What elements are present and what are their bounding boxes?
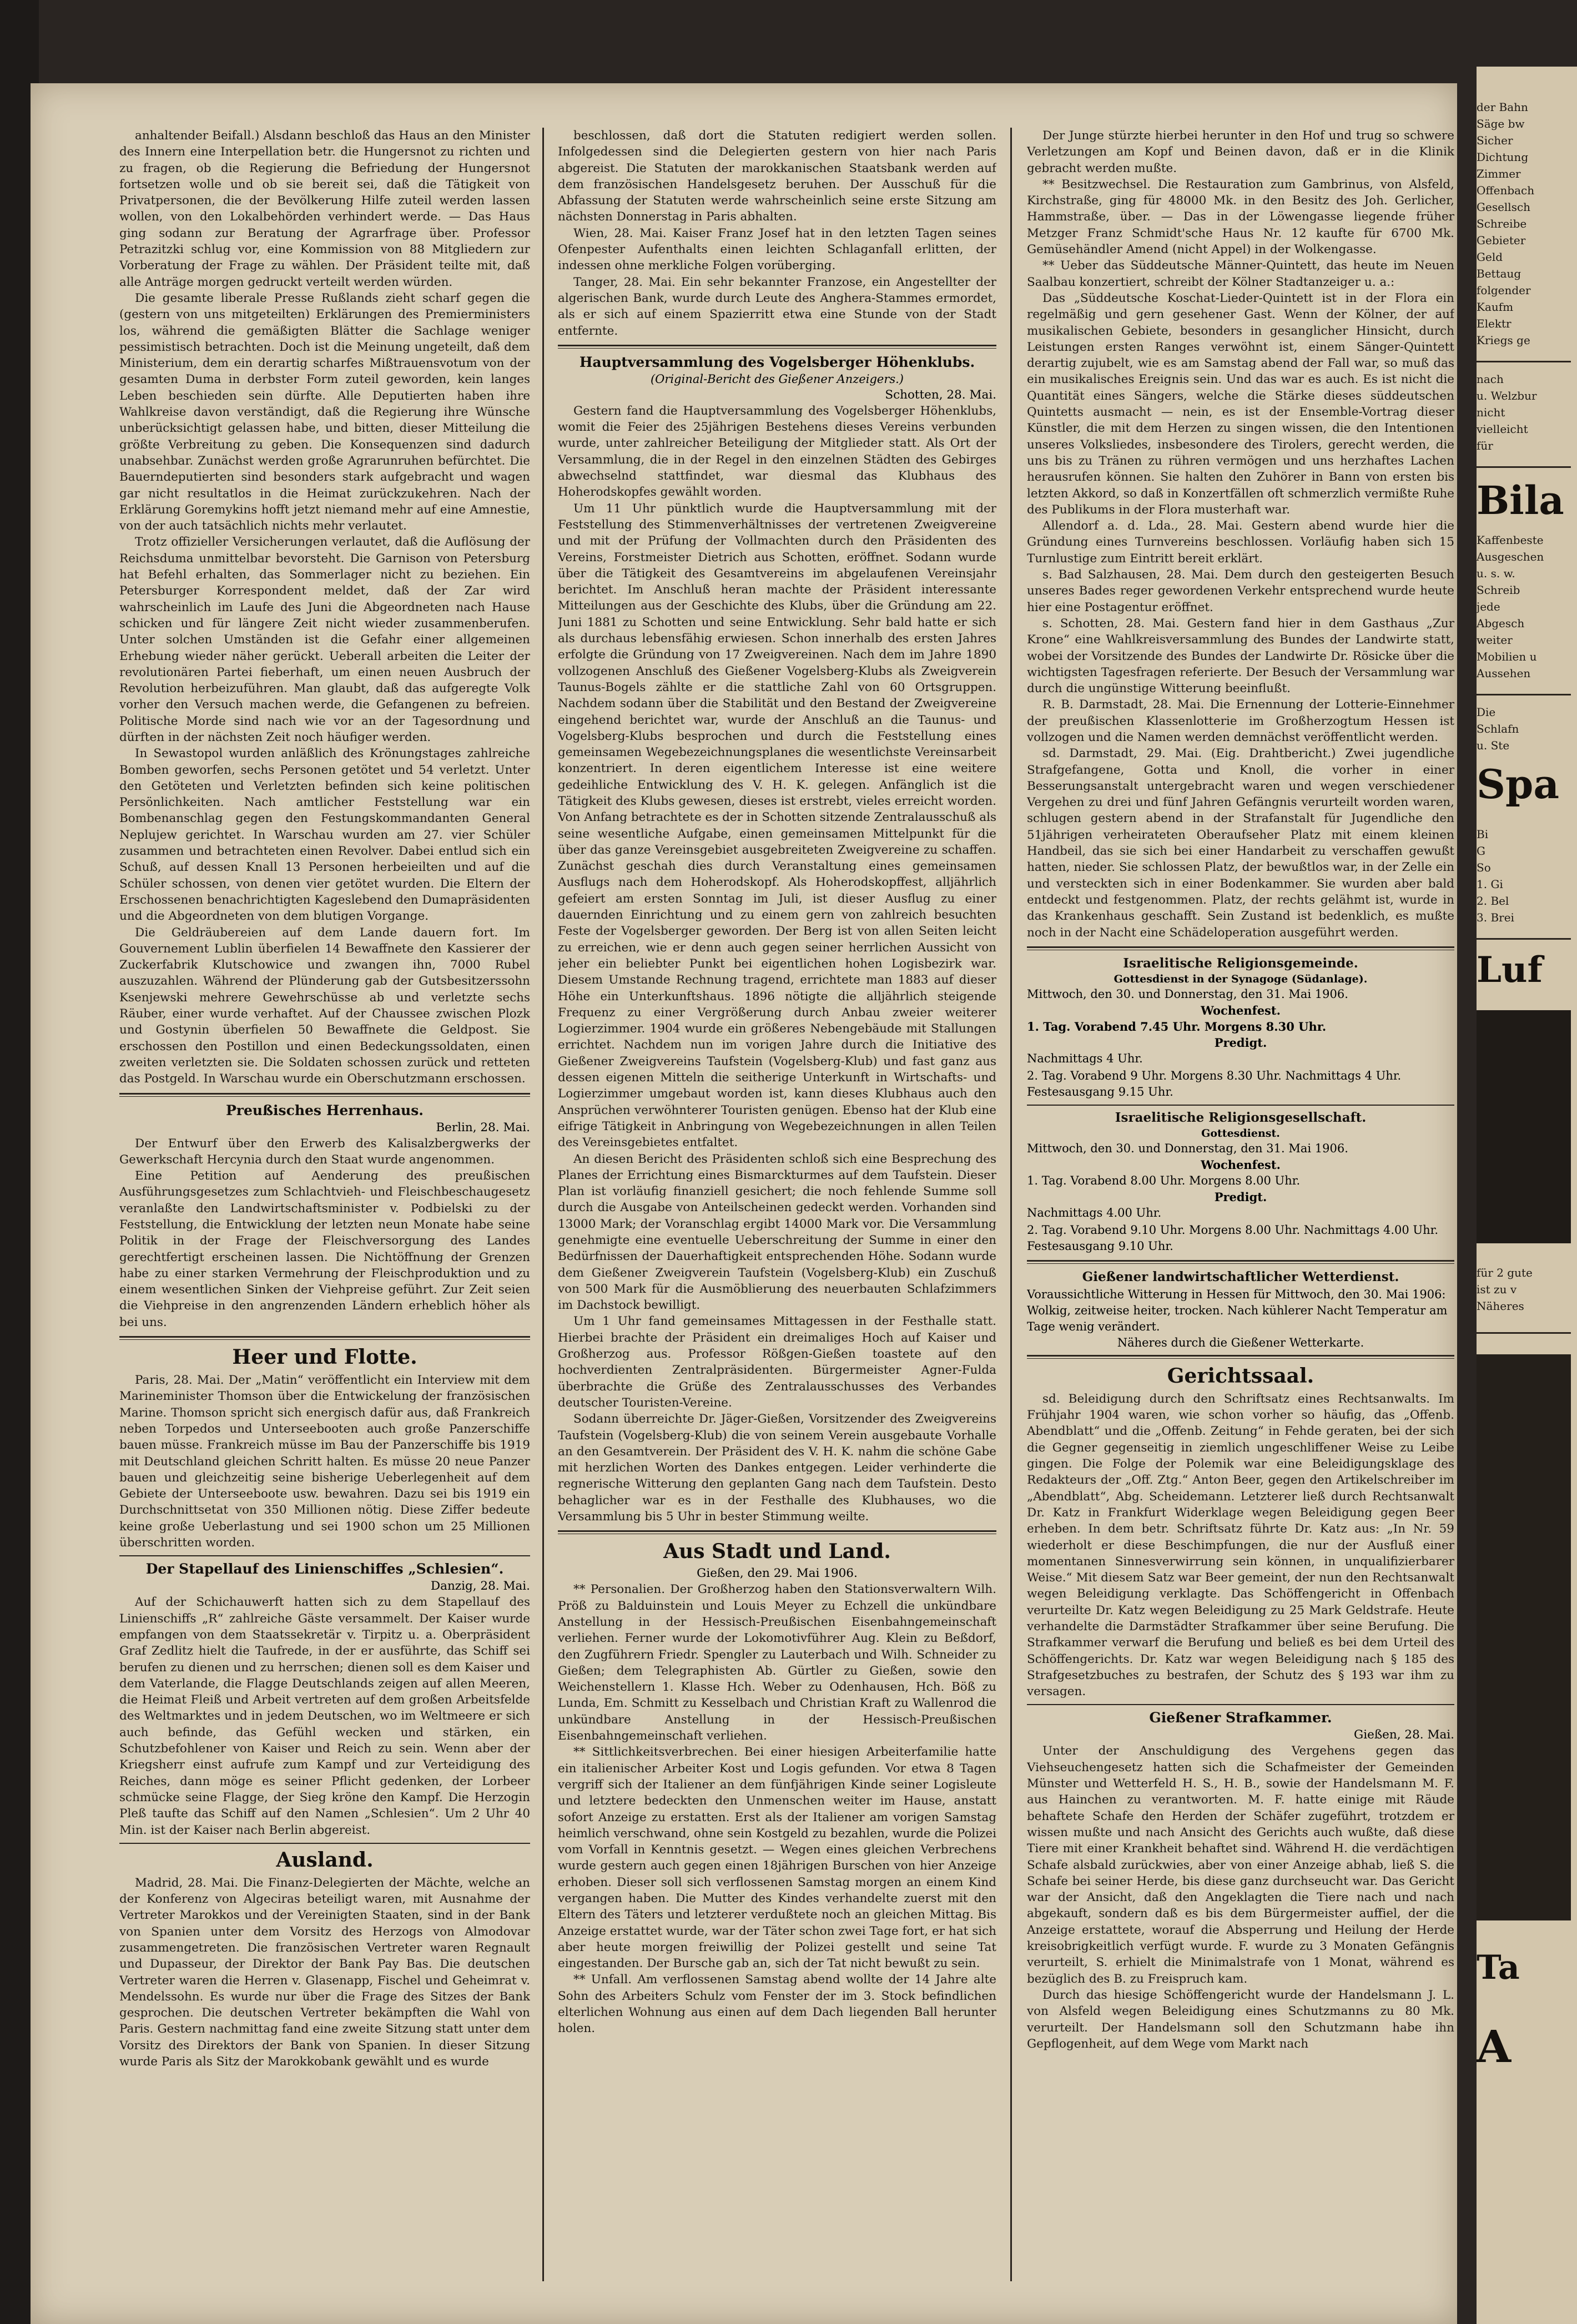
- adjacent-line: Bettaug: [1477, 267, 1521, 280]
- adjacent-line: Kaufm: [1477, 300, 1514, 314]
- notice-line: 2. Tag. Vorabend 9 Uhr. Morgens 8.30 Uhr. Nachmittags 4 Uhr. Festesausgang 9.15 Uhr.: [1027, 1068, 1402, 1098]
- adjacent-line: Schreibe: [1477, 217, 1527, 230]
- heading-stadt-land: Aus Stadt und Land.: [663, 1540, 891, 1564]
- adjacent-line: ist zu v: [1477, 1283, 1517, 1296]
- adjacent-line: Aussehen: [1477, 667, 1531, 680]
- adjacent-line: für: [1477, 439, 1493, 452]
- adjacent-line: So: [1477, 861, 1491, 874]
- column-rule: [1010, 128, 1012, 2281]
- adjacent-line: 2. Bel: [1477, 894, 1509, 908]
- heading-ausland: Ausland.: [276, 1848, 374, 1872]
- adjacent-line: 3. Brei: [1477, 911, 1514, 924]
- article-vogelsberger: [558, 403, 996, 1525]
- adjacent-headline: Luf: [1477, 949, 1543, 991]
- notice-religionsgesellschaft: [1027, 1110, 1454, 1254]
- paragraph: Madrid, 28. Mai. Die Finanz-Delegierten der Mächte, welche an der Konferenz von Algeciras beteiligt waren, mit Ausnahme der Vertreter Marokkos und der Vereinigten Staaten, sind in der Bank von Spanien unter dem Vorsitz des Herzogs von Almodovar zusammengetreten. Die französischen Vertreter waren Regnault und Dupasseur, der Direktor der Bank Pay Bas. Die deutschen Vertreter waren die Herren v. Glasenapp, Fischel und Geheimrat v. Mendelssohn. Es wurde nur über die Frage des Sitzes der Bank gesprochen. Die deutschen Vertreter bekämpften die Wahl von Paris. Gestern nachmittag fand eine zweite Sitzung statt unter dem Vorsitz des Direktors der Bank von Spanien. In dieser Sitzung wurde Paris als Sitz der Marokkobank gewählt und es wurde: [119, 1876, 530, 2069]
- dateline: Danzig, 28. Mai.: [430, 1579, 530, 1594]
- paragraph: Um 11 Uhr pünktlich wurde die Hauptversammlung mit der Feststellung des Stimmenverhältnisses der vertretenen Zweigvereine und mit der Prüfung der Vollmachten durch den Präsidenten des Vereins, Forstmeister Dietrich aus Schotten, eröffnet. Sodann wurde über die Tätigkeit des Gesamtvereins im abgelaufenen Vereinsjahr berichtet. Im Anschluß heran machte der Präsident interessante Mitteilungen aus der Geschichte des Klubs, über die Gründung am 22. Juni 1881 zu Schotten und seine Entwicklung. Sehr bald hatte er sich als durchaus lebensfähig erwiesen. Schon innerhalb des ersten Jahres erfolgte die Gründung von 17 Zweigvereinen. Nach dem im Jahre 1890 vollzogenen Anschluß des Gießener Vogelsberg-Klubs als Zweigverein Taunus-Bogels zählte er die stattliche Zahl von 60 Ortsgruppen. Nachdem sodann über die Stabilität und den Bestand der Zweigvereine eingehend berichtet war, wurde der Anschluß an die Taunus- und Vogelsberg-Klubs besprochen und durch die Feststellung eines gemeinsamen Wegebezeichnungsplanes die wesentlichste Vereinsarbeit konzentriert. In deren eigentlichem Interesse ist eine weitere gedeihliche Entwicklung des V. H. K. gelegen. Anfänglich ist die Tätigkeit des Klubs gewesen, dieses ist erstrebt, vieles erreicht worden. Von Anfang betrachtete es der in Schotten sitzende Zentralausschuß als seine wesentliche Aufgabe, einen gemeinsamen Mittelpunkt für die über das ganze Vereinsgebiet ausgebreiteten Zweigvereine zu schaffen. Zunächst geschah dies durch Veranstaltung eines gemeinsamen Ausflugs nach dem Hoherodskopf. Als Hoherodskopffest, alljährlich gefeiert am ersten Sonntag im Juli, ist dieser Ausflug zu einer dauernden Einrichtung und zu einem gern von zahlreich besuchten Feste der Vogelsberger geworden. Der Berg ist von allen Seiten leicht zu erreichen, wie er denn auch gegen seiner herrlichen Aussicht von jeher ein beliebter Punkt bei eigentlichen hohen Logisbezirk war. Diesem Umstande Rechnung tragend, errichtete man 1883 auf dieser Höhe ein Unterkunftshaus. 1896 nötigte die alljährlich steigende Frequenz zu einer Vergrößerung durch Anbau zweier weiterer Logierzimmer. 1904 wurde ein größeres Nebengebäude mit Stallungen errichtet. Nachdem nun im vorigen Jahre durch die Initiative des Gießener Zweigvereins Taufstein (Vogelsberg-Klub) und fast ganz aus dessen eigenen Mitteln die seitherige Unterkunft in Wirtschafts- und Logierzimmer umgebaut worden ist, kann dieses Klubhaus auch den Ansprüchen verwöhnterer Touristen genügen. Ebenso hat der Klub eine eifrige Tätigkeit in Anbringung von Wegebezeichnungen in allen Teilen des Vereinsgebietes entfaltet.: [558, 501, 996, 1150]
- adjacent-line: Kriegs ge: [1477, 334, 1530, 347]
- dateline: Gießen, 28. Mai.: [1354, 1728, 1454, 1742]
- adjacent-line: Geld: [1477, 250, 1503, 264]
- article-strafkammer: [1027, 1743, 1454, 2052]
- adjacent-line: Näheres: [1477, 1299, 1524, 1313]
- adjacent-line: jede: [1477, 600, 1500, 613]
- article-ausland: [119, 1875, 530, 2070]
- notice-line: Wochenfest.: [1201, 1157, 1281, 1172]
- paragraph: s. Bad Salzhausen, 28. Mai. Dem durch den gesteigerten Besuch unseres Bades reger gewordenen Verkehr entsprechend wurde heute hier eine Postagentur eröffnet.: [1027, 568, 1454, 614]
- paragraph: ** Besitzwechsel. Die Restauration zum Gambrinus, von Alsfeld, Kirchstraße, ging für 48000 Mk. in den Besitz des Joh. Gerlicher, Hammstraße, über. — Das in der Löwengasse liegende früher Metzger Franz Schmidt'sche Haus Nr. 12 kaufte für 6700 Mk. Gemüsehändler Amend (nicht Appel) in der Wolkengasse.: [1027, 177, 1454, 257]
- notice-heading: Gießener landwirtschaftlicher Wetterdienst.: [1082, 1269, 1399, 1284]
- adjacent-line: Die: [1477, 705, 1496, 719]
- adjacent-rule: [1477, 361, 1571, 362]
- notice-line: Wochenfest.: [1201, 1003, 1281, 1017]
- adjacent-line: Sicher: [1477, 134, 1513, 147]
- notice-heading: Israelitische Religionsgemeinde.: [1123, 955, 1358, 971]
- adjacent-line: Bi: [1477, 828, 1489, 841]
- paragraph: In Sewastopol wurden anläßlich des Krönungstages zahlreiche Bomben geworfen, sechs Personen getötet und 54 verletzt. Unter den Getöteten und Verletzten befinden sich keine politischen Persönlichkeiten. Nach amtlicher Feststellung war ein Bombenanschlag gegen den Festungskommandanten General Neplujew gerichtet. In Warschau wurden am 27. vier Schüler zusammen und betrachteten einen Revolver. Dabei entlud sich ein Schuß, auf dessen Knall 13 Personen herbeieilten und auf die Schüler schossen, von denen vier getötet wurden. Die Eltern der Erschossenen benachrichtigten Kageslebend den Dumapräsidenten und die Abgeordneten von dem blutigen Vorgange.: [119, 747, 530, 924]
- notice-line: 1. Tag. Vorabend 7.45 Uhr. Morgens 8.30 Uhr.: [1027, 1019, 1327, 1034]
- paragraph: Eine Petition auf Aenderung des preußischen Ausführungsgesetzes zum Schlachtvieh- und Fleischbeschaugesetz veranlaßte den Landwirtschaftsminister v. Podbielski zu der Feststellung, die Entwicklung der letzten neun Monate habe seine Politik in der Frage der Fleischversorgung des Landes gerechtfertigt erscheinen lassen. Die Nichtöffnung der Grenzen habe zu einer starken Vermehrung der Fleischproduktion und zu einem wesentlichen Sinken der Viehpreise geführt. Zur Zeit seien die Viehpreise in den angrenzenden Ländern erheblich höher als bei uns.: [119, 1169, 530, 1329]
- notice-line: Nachmittags 4 Uhr.: [1027, 1051, 1143, 1065]
- adjacent-page-edge: [1477, 67, 1577, 2324]
- paragraph: Paris, 28. Mai. Der „Matin“ veröffentlicht ein Interview mit dem Marineminister Thomson über die Entwickelung der französischen Marine. Thomson spricht sich energisch dafür aus, daß Frankreich neben Torpedos und Unterseebooten auch große Panzerschiffe bauen müsse. Frankreich müsse im Bau der Panzerschiffe bis 1919 mit Deutschland gleichen Schritt halten. Es müsse 20 neue Panzer bauen und gleichzeitig seine bisherige Ueberlegenheit auf dem Gebiete der Unterseeboote usw. bewahren. Dazu sei bis 1919 ein Durchschnittsetat von 350 Millionen nötig. Diese Ziffer bedeute keine große Ueberlastung und sei 1900 schon um 25 Millionen überschritten worden.: [119, 1373, 530, 1550]
- adjacent-line: Kaffenbeste: [1477, 533, 1544, 547]
- section-divider: [1027, 1260, 1454, 1264]
- paragraph: ** Ueber das Süddeutsche Männer-Quintett, das heute im Neuen Saalbau konzertiert, schreibt der Kölner Stadtanzeiger u. a.:: [1027, 259, 1454, 289]
- adjacent-line: Elektr: [1477, 317, 1511, 330]
- notice-line: Predigt.: [1214, 1035, 1267, 1050]
- paragraph: ** Personalien. Der Großherzog haben den Stationsverwaltern Wilh. Pröß zu Balduinstein und Louis Meyer zu Echzell die unkündbare Anstellung in der Hessisch-Preußischen Eisenbahngemeinschaft verliehen. Ferner wurde der Lokomotivführer Aug. Klein zu Beßdorf, den Zugführern Friedr. Spengler zu Lauterbach und Wilh. Schneider zu Gießen; dem Telegraphisten Ab. Gürtler zu Gießen, sowie den Weichenstellern 1. Klasse Hch. Weber zu Odenhausen, Hch. Böß zu Lunda, Em. Schmitt zu Kesselbach und Christian Kraft zu Wallenrod die unkündbare Anstellung in der Hessisch-Preußischen Eisenbahngemeinschaft verliehen.: [558, 1582, 996, 1743]
- adjacent-line: nach: [1477, 372, 1504, 386]
- notice-line: Nachmittags 4.00 Uhr.: [1027, 1206, 1162, 1219]
- adjacent-line: Dichtung: [1477, 150, 1529, 164]
- adjacent-dark-ad: [1477, 1354, 1571, 1920]
- article-russia: [119, 128, 530, 1087]
- adjacent-line: Schreib: [1477, 583, 1520, 597]
- adjacent-line: Zimmer: [1477, 167, 1521, 180]
- notice-dates: Mittwoch, den 30. und Donnerstag, den 31. Mai 1906.: [1027, 1141, 1348, 1155]
- adjacent-line: Gebieter: [1477, 234, 1526, 247]
- paragraph: beschlossen, daß dort die Statuten redigiert werden sollen. Infolgedessen sind die Delegierten gestern von hier nach Paris abgereist. Die Statuten der marokkanischen Staatsbank werden auf dem französischen Handelsgesetz beruhen. Der Ausschuß für die Abfassung der Statuten werde wahrscheinlich seine erste Sitzung am nächsten Donnerstag in Paris abhalten.: [558, 129, 996, 224]
- section-divider: [119, 1843, 530, 1844]
- notice-subheading: Gottesdienst.: [1201, 1127, 1280, 1140]
- notice-religionsgemeinde: [1027, 956, 1454, 1100]
- heading-heer-flotte: Heer und Flotte.: [232, 1345, 417, 1369]
- column-rule: [542, 128, 544, 2281]
- paragraph: Unter der Anschuldigung des Vergehens gegen das Viehseuchengesetz hatten sich die Schafmeister der Gemeinden Münster und Wetterfeld H. S., H. B., sowie der Handelsmann M. F. aus Hainchen zu verantworten. M. F. hatte einige mit Räude behaftete Schafe den Herden der Schäfer zugeführt, trotzdem er wissen mußte und nach Ansicht des Gerichts auch wußte, daß diese Tiere mit einer Krankheit behaftet sind. Während H. die verdächtigen Schafe alsbald zurückwies, aber von einer Anzeige abhab, ließ S. die Schafe bei seiner Herde, bis diese ganz durchseucht war. Das Gericht war der Ansicht, daß den Angeklagten die Tiere nach und nach abgekauft, sondern daß es bis dem Bürgermeister auffiel, der die Anzeige erstattete, worauf die Absperrung und Heilung der Herde kreisobrigkeitlich verfügt wurde. F. wurde zu 3 Monaten Gefängnis verurteilt, S. erhielt die Minimalstrafe von 1 Monat, während es bezüglich des B. zu Freispruch kam.: [1027, 1744, 1454, 1986]
- section-divider: [558, 345, 996, 349]
- heading-strafkammer: Gießener Strafkammer.: [1149, 1710, 1332, 1726]
- section-divider: [119, 1336, 530, 1340]
- paragraph: Die gesamte liberale Presse Rußlands zieht scharf gegen die (gestern von uns mitgeteilten) Erklärungen des Premierministers los, während die gemäßigten Blätter die Sachlage weniger pessimistisch betrachten. Doch ist die Meinung ungeteilt, daß dem Ministerium, dem ein derartig scharfes Mißtrauensvotum von der gesamten Duma in derbster Form zuteil geworden, kein langes Leben beschieden sein dürfte. Alle Deputierten haben ihre Wahlkreise davon verständigt, daß die Regierung ihre Wünsche unberücksichtigt gelassen habe, und bitten, dieser Mitteilung die größte Verbreitung zu geben. Die Konsequenzen sind dadurch unabsehbar. Zunächst werden große Agrarunruhen befürchtet. Die Bauerndeputierten sind besonders stark aufgebracht und wagen gar nicht resultatlos in die Heimat zurückzukehren. Nach der Erklärung Goremykins hofft jetzt niemand mehr auf eine Amnestie, von der auch tatsächlich nichts mehr verlautet.: [119, 291, 530, 533]
- heading-vogelsberger: Hauptversammlung des Vogelsberger Höhenklubs.: [579, 354, 975, 370]
- newspaper-page: [31, 83, 1457, 2324]
- section-divider: [119, 1555, 530, 1556]
- dateline: Berlin, 28. Mai.: [436, 1120, 530, 1135]
- paragraph: Tanger, 28. Mai. Ein sehr bekannter Franzose, ein Angestellter der algerischen Bank, wurde durch Leute des Anghera-Stammes ermordet, als er sich auf einem Spazierritt etwa eine Stunde von der Stadt entfernte.: [558, 275, 996, 338]
- adjacent-line: Säge bw: [1477, 117, 1525, 130]
- adjacent-dark-ad: [1477, 1010, 1571, 1243]
- article-heer-flotte: [119, 1372, 530, 1551]
- notice-line: 1. Tag. Vorabend 8.00 Uhr. Morgens 8.00 Uhr.: [1027, 1173, 1301, 1187]
- dateline: Schotten, 28. Mai.: [885, 387, 996, 402]
- adjacent-headline: Ta: [1477, 1948, 1520, 1987]
- adjacent-line: Abgesch: [1477, 617, 1525, 630]
- notice-line: Predigt.: [1214, 1189, 1267, 1204]
- paragraph: s. Schotten, 28. Mai. Gestern fand hier in dem Gasthaus „Zur Krone“ eine Wahlkreisversammlung des Bundes der Landwirte statt, wobei der Vorsitzende des Bundes der Landwirte Dr. Rösicke über die wichtigsten Tagesfragen referierte. Der Besuch der Versammlung war durch die ungünstige Witterung beeinflußt.: [1027, 616, 1454, 696]
- notice-subheading: Gottesdienst in der Synagoge (Südanlage).: [1114, 972, 1368, 985]
- heading-gerichtssaal: Gerichtssaal.: [1167, 1364, 1314, 1388]
- paragraph: Wien, 28. Mai. Kaiser Franz Josef hat in den letzten Tagen seines Ofenpester Aufenthalts einen leichten Schlaganfall erlitten, der indessen ohne merkliche Folgen vorüberging.: [558, 226, 996, 273]
- subheading: (Original-Bericht des Gießener Anzeigers.): [650, 372, 904, 386]
- paragraph: Das „Süddeutsche Koschat-Lieder-Quintett ist in der Flora ein regelmäßig und gern gesehener Gast. Wenn der Kölner, der auf musikalischen Gebiete, besonders in gesanglicher Hinsicht, durch Leistungen ersten Ranges verwöhnt ist, einem Sänger-Quintett derartig zujubelt, wie es am Samstag abend der Fall war, so muß das ein musikalisches Ereignis sein. Und das war es auch. Es ist nicht die Quantität eines Sängers, welche die Stärke dieses süddeutschen Quintetts ausmacht — nein, es ist der Ensemble-Vortrag dieser Künstler, die mit dem Herzen zu singen wissen, die den Intentionen unseres Volksliedes, insbesondere des Tirolers, gerecht werden, die uns bis zu Tränen zu rühren vermögen und uns herzhaftes Lachen herausrufen können. Sie halten den Zuhörer in Bann von ersten bis letzten Akkord, so daß in Konzertfällen oft schmerzlich vermißte Ruhe des Publikums in der Flora musterhaft war.: [1027, 291, 1454, 517]
- article-stapellauf: [119, 1594, 530, 1838]
- adjacent-rule: [1477, 938, 1571, 940]
- article-gerichtssaal: [1027, 1391, 1454, 1700]
- column-2: [558, 128, 996, 2292]
- paragraph: Auf der Schichauwerft hatten sich zu dem Stapellauf des Linienschiffs „R“ zahlreiche Gäste versammelt. Der Kaiser wurde empfangen von dem Staatssekretär v. Tirpitz u. a. Oberpräsident Graf Zedlitz hielt die Taufrede, in der er ausführte, das Schiff sei berufen zu dienen und zu herrschen; dienen soll es dem Kaiser und dem Vaterlande, die Flagge Deutschlands zeigen auf allen Meeren, die Heimat Fleiß und Arbeit vertreten auf dem großen Arbeitsfelde des Weltmarktes und in jedem Deutschen, wo im Weltmeere er sich auch befinde, das Gefühl wecken und stärken, ein Schutzbefohlener von Kaiser und Reich zu sein. Wenn aber der Kriegsherr einst aufrufe zum Kampf und zur Verteidigung des Reiches, dann möge es seiner Pflicht gedenken, der Lorbeer schmücke seine Flagge, der Sieg kröne den Kampf. Die Herzogin Pleß taufte das Schiff auf den Namen „Schlesien“. Um 2 Uhr 40 Min. ist der Kaiser nach Berlin abgereist.: [119, 1595, 530, 1837]
- paragraph: ** Sittlichkeitsverbrechen. Bei einer hiesigen Arbeiterfamilie hatte ein italienischer Arbeiter Kost und Logis gefunden. Vor etwa 8 Tagen vergriff sich der Italiener an dem fünfjährigen Kinde seiner Logisleute und letztere bedeckten den Unmenschen weiter im Hause, anstatt sofort Anzeige zu erstatten. Erst als der Italiener am vorigen Samstag heimlich verschwand, ohne sein Kostgeld zu bezahlen, wurde die Polizei vom Vorfall in Kenntnis gesetzt. — Wegen eines gleichen Verbrechens wurde gestern auch gegen einen 18jährigen Burschen von hier Anzeige erhoben. Dieser soll sich verflossenen Samstag morgen an einem Kind vergangen haben. Die Mutter des Kindes verhandelte zuerst mit den Eltern des Täters und letzterer verdußtete noch an gleichen Mittag. Bis Anzeige erstattet wurde, war der Täter schon zwei Tage fort, er hat sich aber heute morgen freiwillig der Polizei gestellt und seine Tat eingestanden. Der Bursche gab an, sich der Tat nicht bewußt zu sein.: [558, 1745, 996, 1971]
- adjacent-headline: A: [1477, 2020, 1511, 2073]
- adjacent-line: u. Welzbur: [1477, 389, 1537, 402]
- notice-heading: Israelitische Religionsgesellschaft.: [1115, 1110, 1367, 1125]
- adjacent-line: vielleicht: [1477, 422, 1528, 436]
- paragraph: An diesen Bericht des Präsidenten schloß sich eine Besprechung des Planes der Errichtung eines Bismarckturmes auf dem Taufstein. Dieser Plan ist vorläufig finanziell gesichert; die noch fehlende Summe soll durch die Ausgabe von Anteilscheinen gedeckt werden. Vorhanden sind 13000 Mark; der Voranschlag ergibt 14000 Mark vor. Die Versammlung genehmigte eine eventuelle Ueberschreitung der Summe in einer den Bedürfnissen der Dauerhaftigkeit entsprechenden Höhe. Sodann wurde dem Gießener Zweigverein Taufstein (Vogelsberg-Klub) ein Zuschuß von 500 Mark für die Ausmöblierung des neuerbauten Schlafzimmers im Dachstock bewilligt.: [558, 1152, 996, 1313]
- weather-forecast: Voraussichtliche Witterung in Hessen für Mittwoch, den 30. Mai 1906: Wolkig, zeitweise heiter, trocken. Nach kühlerer Nacht Temperatur am Tage wenig verändert.: [1027, 1287, 1448, 1333]
- section-divider: [119, 1093, 530, 1097]
- paragraph: anhaltender Beifall.) Alsdann beschloß das Haus an den Minister des Innern eine Interpellation betr. die Hungersnot zu richten und zu fragen, ob die Regierung die Befriedung der Hungersnot fortsetzen wolle und ob sie bereit sei, daß die Tätigkeit von Privatpersonen, die der Bevölkerung Hilfe zuteil werden lassen wollen, von den Lokalbehörden verhindert werde. — Das Haus ging sodann zur Beratung der Agrarfrage über. Professor Petrazitzki schlug vor, eine Kommission von 88 Mitgliedern zur Vorberatung der Frage zu wählen. Der Präsident teilte mit, daß alle Anträge morgen gedruckt verteilt werden würden.: [119, 129, 530, 289]
- adjacent-line: Ausgeschen: [1477, 550, 1544, 563]
- adjacent-headline: Bila: [1477, 477, 1564, 523]
- paragraph: Trotz offizieller Versicherungen verlautet, daß die Auflösung der Reichsduma unmittelbar bevorsteht. Die Garnison von Petersburg hat Befehl erhalten, das Sommerlager nicht zu beziehen. Ein Petersburger Korrespondent meldet, daß der Zar wird wahrscheinlich im Laufe des Juni die Abgeordneten nach Hause schicken und für längere Zeit nicht wieder zusammenberufen. Unter solchen Umständen ist die Gefahr einer allgemeinen Erhebung wieder näher gerückt. Ueberall arbeiten die Leiter der revolutionären Partei fieberhaft, um einen neuen Ausbruch der Revolution herbeizuführen. Man glaubt, daß das aufgeregte Volk vorher den Versuch machen werde, die Gefangenen zu befreien. Politische Morde sind nach wie vor an der Tagesordnung und dürften in der nächsten Zeit noch häufiger werden.: [119, 535, 530, 744]
- section-divider: [1027, 1355, 1454, 1359]
- adjacent-rule: [1477, 1332, 1571, 1334]
- adjacent-line: nicht: [1477, 406, 1505, 419]
- section-divider: [1027, 1105, 1454, 1106]
- paragraph: Der Entwurf über den Erwerb des Kalisalzbergwerks der Gewerkschaft Hercynia durch den Staat wurde angenommen.: [119, 1136, 530, 1167]
- adjacent-line: der Bahn: [1477, 100, 1528, 114]
- paragraph: Der Junge stürzte hierbei herunter in den Hof und trug so schwere Verletzungen am Kopf und Beinen davon, daß er in die Klinik gebracht werden mußte.: [1027, 129, 1454, 175]
- section-divider: [1027, 946, 1454, 950]
- paragraph: Gestern fand die Hauptversammlung des Vogelsberger Höhenklubs, womit die Feier des 25jährigen Bestehens dieses Vereins verbunden wurde, unter zahlreicher Beteiligung der Mitglieder statt. Als Ort der Versammlung, die in der Regel in den einzelnen Städten des Gebirges abwechselnd stattfindet, war diesmal das Klubhaus des Hoherodskopfes gewählt worden.: [558, 404, 996, 500]
- paragraph: Durch das hiesige Schöffengericht wurde der Handelsmann J. L. von Alsfeld wegen Beleidigung eines Schutzmanns zu 80 Mk. verurteilt. Der Handelsmann soll den Schutzmann habe ihn Gepflogenheit, auf dem Wege vom Markt nach: [1027, 1988, 1454, 2051]
- adjacent-line: weiter: [1477, 633, 1513, 647]
- article-stadt-land: [558, 1581, 996, 2036]
- paragraph: Sodann überreichte Dr. Jäger-Gießen, Vorsitzender des Zweigvereins Taufstein (Vogelsberg-Klub) die von seinem Verein ausgebaute Vorhalle an den Gesamtverein. Der Präsident des V. H. K. nahm die schöne Gabe mit herzlichen Worten des Dankes entgegen. Leider verhinderte die regnerische Witterung den geplanten Gang nach dem Taufstein. Desto behaglicher war es in der Festhalle des Klubhauses, wo die Versammlung bis 5 Uhr in bester Stimmung weilte.: [558, 1412, 996, 1524]
- article-ausland-cont: [558, 128, 996, 339]
- column-3: [1027, 128, 1454, 2292]
- paragraph: Um 1 Uhr fand gemeinsames Mittagessen in der Festhalle statt. Hierbei brachte der Präsident ein dreimaliges Hoch auf Kaiser und Großherzog aus. Professor Rößgen-Gießen toastete auf den hochverdienten Zentralpräsidenten. Bürgermeister Agner-Fulda überbrachte die Grüße des Zentralausschusses des Verbandes deutscher Touristen-Vereine.: [558, 1314, 996, 1410]
- adjacent-line: u. Ste: [1477, 739, 1510, 752]
- paragraph: Allendorf a. d. Lda., 28. Mai. Gestern abend wurde hier die Gründung eines Turnvereins beschlossen. Vorläufig haben sich 15 Turnlustige zum Eintritt bereit erklärt.: [1027, 519, 1454, 566]
- column-1: [119, 128, 530, 2292]
- adjacent-rule: [1477, 466, 1571, 468]
- adjacent-headline: Spa: [1477, 760, 1559, 808]
- adjacent-line: für 2 gute: [1477, 1266, 1533, 1279]
- adjacent-rule: [1477, 694, 1571, 695]
- adjacent-line: G: [1477, 844, 1485, 858]
- paragraph: sd. Darmstadt, 29. Mai. (Eig. Drahtbericht.) Zwei jugendliche Strafgefangene, Gotta und Knoll, die vorher in einer Besserungsanstalt untergebracht waren und wegen verschiedener Vergehen zu drei und fünf Jahren Gefängnis verurteilt worden waren, schlugen gestern abend in der Strafanstalt für Jugendliche den 51jährigen verheirateten Oberaufseher Platz mit einem kleinen Handbeil, das sie sich bei einer Handarbeit zu verschaffen gewußt hatten, nieder. Sie schlossen Platz, der bewußtlos war, in der Zelle ein und versteckten sich in einer Bodenkammer. Sie wurden aber bald entdeckt und festgenommen. Platz, der rechts gelähmt ist, wurde in das Krankenhaus geschafft. Sein Zustand ist bedenklich, es mußte noch in der Nacht eine Schädeloperation ausgeführt werden.: [1027, 747, 1454, 940]
- dateline: Gießen, den 29. Mai 1906.: [697, 1566, 858, 1581]
- heading-herrenhaus: Preußisches Herrenhaus.: [226, 1102, 424, 1118]
- adjacent-line: Offenbach: [1477, 184, 1535, 197]
- paragraph: sd. Beleidigung durch den Schriftsatz eines Rechtsanwalts. Im Frühjahr 1904 waren, wie schon vorher so häufig, das „Offenb. Abendblatt“ und die „Offenb. Zeitung“ in Fehde geraten, bei der sich die Gegner gegenseitig in ziemlich ungeschliffener Weise zu Leibe gingen. Die Folge der Polemik war eine Beleidigungsklage des Redakteurs der „Off. Ztg.“ Anton Beer, gegen den Artikelschreiber im „Abendblatt“, Abg. Scheidemann. Letzterer ließ durch Rechtsanwalt Dr. Katz in Frankfurt Widerklage wegen Beleidigung gegen Beer erheben. In dem betr. Schriftsatz führte Dr. Katz aus: „In Nr. 59 wiederholt er diese Beschimpfungen, die nur der Ausfluß einer momentanen Sinnesverwirrung sein können, in unqualifizierbarer Weise.“ Mit diesem Satz war Beer gemeint, der nun den Rechtsanwalt wegen Beleidigung verklagte. Das Schöffengericht in Offenbach verurteilte Dr. Katz wegen Beleidigung zu 25 Mark Geldstrafe. Heute verhandelte die Darmstädter Strafkammer über seine Berufung. Die Strafkammer verwarf die Berufung und beließ es bei dem Urteil des Schöffengerichts. Dr. Katz war wegen Beleidigung nach § 185 des Strafgesetzbuches zu bestrafen, der Schutz des § 193 war ihm zu versagen.: [1027, 1392, 1454, 1699]
- notice-dates: Mittwoch, den 30. und Donnerstag, den 31. Mai 1906.: [1027, 987, 1348, 1001]
- paragraph: Die Geldräubereien auf dem Lande dauern fort. Im Gouvernement Lublin überfielen 14 Bewaffnete den Kassierer der Zuckerfabrik Klutschowice und zwangen ihn, 7000 Rubel auszuzahlen. Während der Plünderung gab der Gutsbesitzerssohn Ksenjewski mehrere Gewehrschüsse ab und verletzte sechs Räuber, einer wurde verhaftet. Auf der Chaussee zwischen Plozk und Gostynin überfielen 50 Bewaffnete die Geldpost. Sie erschossen den Postillon und einen Bedeckungssoldaten, einen zweiten verletzten sie. Die Soldaten schossen zurück und retteten das Postgeld. In Warschau wurde ein Oberschutzmann erschossen.: [119, 925, 530, 1086]
- notice-line: 2. Tag. Vorabend 9.10 Uhr. Morgens 8.00 Uhr. Nachmittags 4.00 Uhr. Festesausgang 9.10 Uhr.: [1027, 1223, 1439, 1253]
- adjacent-line: Mobilien u: [1477, 650, 1537, 663]
- adjacent-line: folgender: [1477, 284, 1531, 297]
- adjacent-line: Schlafn: [1477, 722, 1519, 735]
- paragraph: ** Unfall. Am verflossenen Samstag abend wollte der 14 Jahre alte Sohn des Arbeiters Schulz vom Fenster der im 3. Stock befindlichen elterlichen Wohnung aus einen auf dem Dach liegenden Ball herunter holen.: [558, 1973, 996, 2036]
- heading-stapellauf: Der Stapellauf des Linienschiffes „Schlesien“.: [145, 1561, 504, 1577]
- adjacent-line: Gesellsch: [1477, 200, 1531, 214]
- section-divider: [1027, 1704, 1454, 1705]
- adjacent-line: 1. Gi: [1477, 878, 1503, 891]
- article-herrenhaus: [119, 1136, 530, 1331]
- weather-footnote: Näheres durch die Gießener Wetterkarte.: [1117, 1335, 1364, 1349]
- section-divider: [558, 1530, 996, 1534]
- notice-wetterdienst: [1027, 1269, 1454, 1349]
- article-local-news: [1027, 128, 1454, 941]
- paragraph: R. B. Darmstadt, 28. Mai. Die Ernennung der Lotterie-Einnehmer der preußischen Klassenlotterie im Großherzogtum Hessen ist vollzogen und die Namen werden demnächst veröffentlicht werden.: [1027, 698, 1454, 744]
- adjacent-line: u. s. w.: [1477, 567, 1515, 580]
